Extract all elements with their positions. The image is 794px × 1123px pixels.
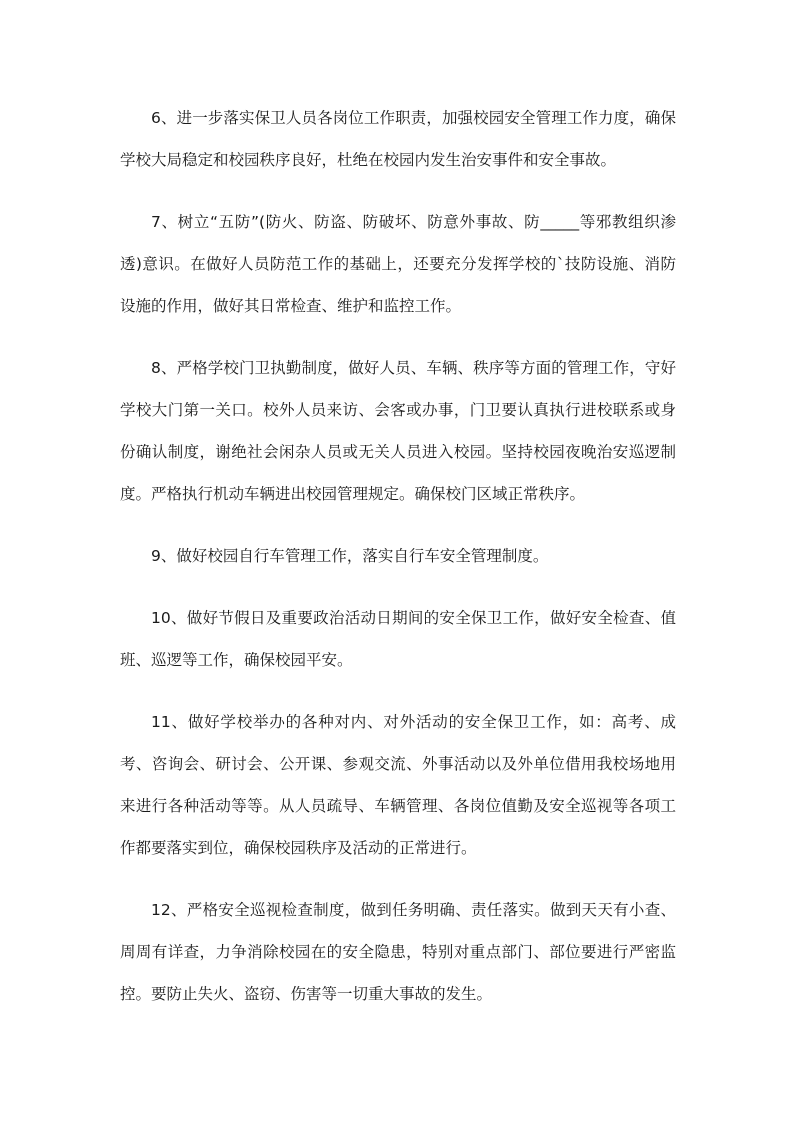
paragraph-item-9: 9、做好校园自行车管理工作，落实自行车安全管理制度。 [151,547,549,565]
paragraph-item-11: 11、做好学校举办的各种对内、对外活动的安全保卫工作，如：高考、成考、咨询会、研讨会、公开课、参观交流、外事活动以及外单位借用我校场地用来进行各种活动等等。从人员疏导、车辆管理、各岗位值勤及安全巡视等各项工作都要落实到位，确保校园秩序及活动的正常进行。 [120,713,676,857]
document-body [120,97,676,1035]
paragraph-item-8: 8、严格学校门卫执勤制度，做好人员、车辆、秩序等方面的管理工作，守好学校大门第一关口。校外人员来访、会客或办事，门卫要认真执行进校联系或身份确认制度，谢绝社会闲杂人员或无关人员进入校园。坚持校园夜晚治安巡逻制度。严格执行机动车辆进出校园管理规定。确保校门区域正常秩序。 [120,359,676,503]
paragraph-item-10: 10、做好节假日及重要政治活动日期间的安全保卫工作，做好安全检查、值班、巡逻等工作，确保校园平安。 [120,609,676,669]
paragraph-item-6: 6、进一步落实保卫人员各岗位工作职责，加强校园安全管理工作力度，确保学校大局稳定和校园秩序良好，杜绝在校园内发生治安事件和安全事故。 [120,109,676,169]
paragraph-item-7: 7、树立“五防”(防火、防盗、防破坏、防意外事故、防_____等邪教组织渗透)意识。在做好人员防范工作的基础上，还要充分发挥学校的`技防设施、消防设施的作用，做好其日常检查、维护和监控工作。 [120,213,676,315]
paragraph-item-12: 12、严格安全巡视检查制度，做到任务明确、责任落实。做到天天有小查、周周有详查，力争消除校园在的安全隐患，特别对重点部门、部位要进行严密监控。要防止失火、盗窃、伤害等一切重大事故的发生。 [120,901,676,1003]
